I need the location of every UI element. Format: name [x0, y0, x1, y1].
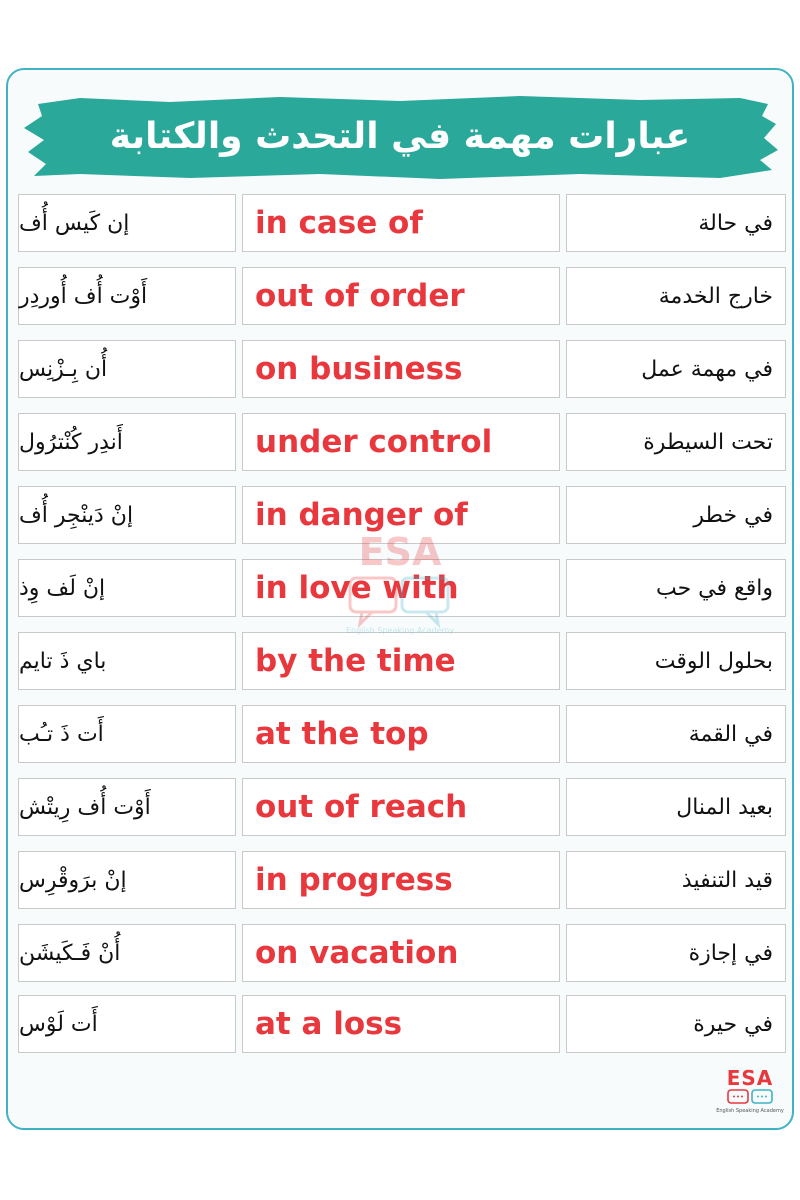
- page-title: عبارات مهمة في التحدث والكتابة: [109, 116, 691, 157]
- table-row: [18, 413, 786, 471]
- pronunciation-cell: أَوْت أُف رِيتْش: [18, 778, 236, 836]
- english-phrase-cell: in progress: [242, 851, 560, 909]
- arabic-meaning-cell: في مهمة عمل: [566, 340, 786, 398]
- pronunciation-cell: إنْ دَينْجِر أُف: [18, 486, 236, 544]
- watermark-subtitle: English Speaking Academy: [345, 626, 455, 635]
- english-phrase-cell: on vacation: [242, 924, 560, 982]
- title-banner: [20, 94, 780, 180]
- arabic-meaning-cell: في خطر: [566, 486, 786, 544]
- pronunciation-cell: أُنْ فَـكَيشَن: [18, 924, 236, 982]
- english-phrase-cell: out of order: [242, 267, 560, 325]
- arabic-meaning-cell: في القمة: [566, 705, 786, 763]
- pronunciation-cell: إنْ برَوقْرِس: [18, 851, 236, 909]
- table-row: [18, 995, 786, 1053]
- arabic-meaning-cell: في حالة: [566, 194, 786, 252]
- arabic-meaning-cell: بعيد المنال: [566, 778, 786, 836]
- table-row: [18, 486, 786, 544]
- table-row: [18, 851, 786, 909]
- english-phrase-cell: in danger of: [242, 486, 560, 544]
- table-row: [18, 559, 786, 617]
- table-row: [18, 632, 786, 690]
- pronunciation-cell: أَت ذَ تـُب: [18, 705, 236, 763]
- english-phrase-cell: by the time: [242, 632, 560, 690]
- english-phrase-cell: on business: [242, 340, 560, 398]
- arabic-meaning-cell: في إجازة: [566, 924, 786, 982]
- english-phrase-cell: in love with: [242, 559, 560, 617]
- pronunciation-cell: أُن بِـزْنِس: [18, 340, 236, 398]
- table-row: [18, 924, 786, 982]
- english-phrase-cell: out of reach: [242, 778, 560, 836]
- table-row: [18, 267, 786, 325]
- table-row: [18, 194, 786, 252]
- english-phrase-cell: in case of: [242, 194, 560, 252]
- esa-logo: [716, 1066, 784, 1118]
- english-phrase-cell: under control: [242, 413, 560, 471]
- arabic-meaning-cell: تحت السيطرة: [566, 413, 786, 471]
- arabic-meaning-cell: واقع في حب: [566, 559, 786, 617]
- pronunciation-cell: إن كَيس أُف: [18, 194, 236, 252]
- english-phrase-cell: at a loss: [242, 995, 560, 1053]
- english-phrase-cell: at the top: [242, 705, 560, 763]
- watermark-text: ESA: [358, 530, 442, 574]
- pronunciation-cell: باي ذَ تايم: [18, 632, 236, 690]
- table-row: [18, 340, 786, 398]
- logo-speech-bubbles-icon: [722, 1088, 778, 1108]
- pronunciation-cell: أَوْت أُف أُوردِر: [18, 267, 236, 325]
- pronunciation-cell: أَندِر كُنْترُول: [18, 413, 236, 471]
- logo-text: ESA: [726, 1066, 774, 1090]
- pronunciation-cell: أَت لَوْس: [18, 995, 236, 1053]
- arabic-meaning-cell: في حيرة: [566, 995, 786, 1053]
- arabic-meaning-cell: خارج الخدمة: [566, 267, 786, 325]
- pronunciation-cell: إنْ لَف وِذ: [18, 559, 236, 617]
- table-row: [18, 778, 786, 836]
- table-row: [18, 705, 786, 763]
- arabic-meaning-cell: قيد التنفيذ: [566, 851, 786, 909]
- arabic-meaning-cell: بحلول الوقت: [566, 632, 786, 690]
- logo-subtitle: English Speaking Academy: [716, 1108, 784, 1114]
